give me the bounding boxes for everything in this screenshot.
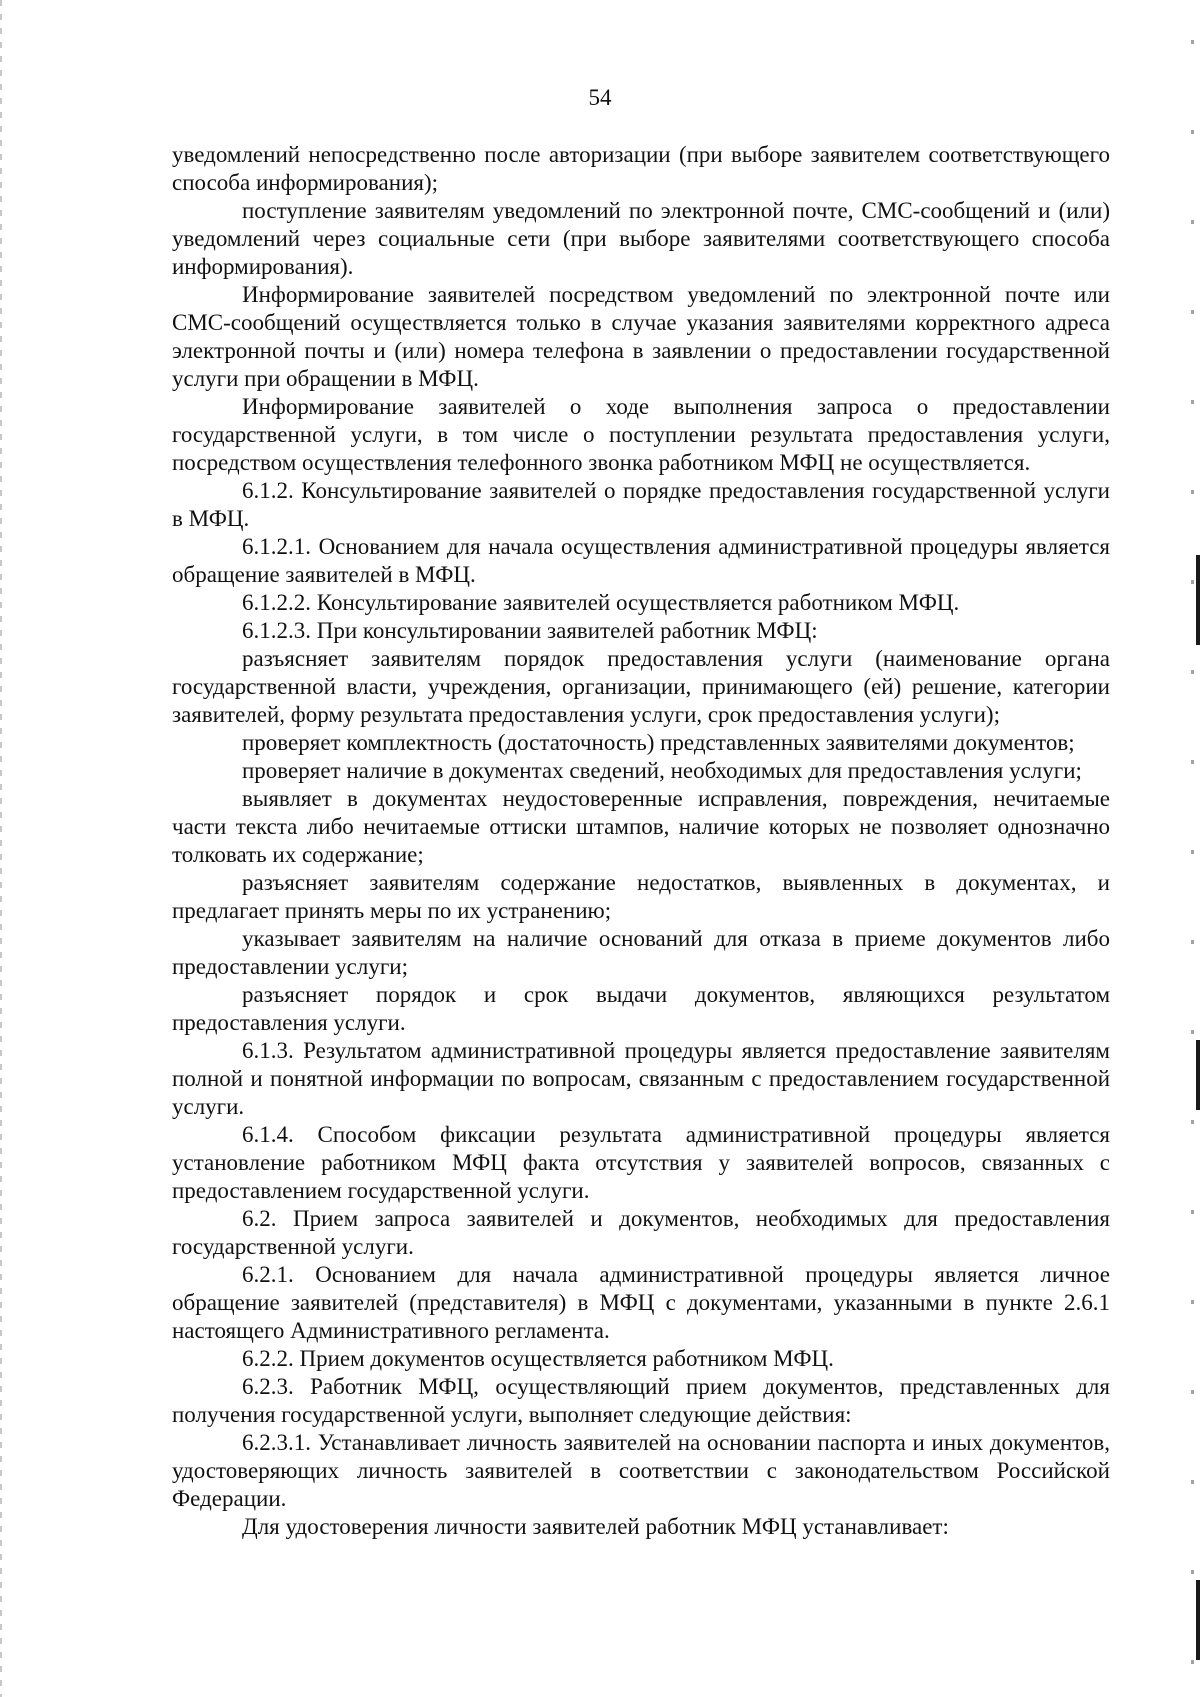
paragraph: 6.1.2.3. При консультировании заявителей работник МФЦ: <box>242 618 818 643</box>
paragraph: 6.2.3.1. Устанавливает личность заявителей на основании паспорта и иных документов, удостоверяющих личность заявителей в соответствии с законодательством Российской Федерации. <box>172 1430 1110 1511</box>
scan-edge-right <box>1191 0 1194 1697</box>
document-body <box>172 141 1110 1541</box>
paragraph: 6.2.2. Прием документов осуществляется работником МФЦ. <box>242 1346 834 1371</box>
scan-edge-left <box>0 0 2 1697</box>
paragraph: Для удостоверения личности заявителей работник МФЦ устанавливает: <box>242 1514 949 1539</box>
paragraph: выявляет в документах неудостоверенные исправления, повреждения, нечитаемые части текста либо нечитаемые оттиски штампов, наличие которых не позволяет однозначно толковать их содержание; <box>172 786 1110 867</box>
paragraph: 6.1.2.2. Консультирование заявителей осуществляется работником МФЦ. <box>242 590 960 615</box>
paragraph: 6.1.2. Консультирование заявителей о порядке предоставления государственной услуги в МФЦ. <box>172 478 1110 531</box>
paragraph: 6.2.3. Работник МФЦ, осуществляющий прием документов, представленных для получения государственной услуги, выполняет следующие действия: <box>172 1374 1110 1427</box>
paragraph: проверяет наличие в документах сведений, необходимых для предоставления услуги; <box>242 758 1082 783</box>
paragraph: Информирование заявителей о ходе выполнения запроса о предоставлении государственной услуги, в том числе о поступлении результата предоставления услуги, посредством осуществления телефонного звонка работником МФЦ не осуществляется. <box>172 394 1110 475</box>
page-number: 54 <box>588 85 612 110</box>
paragraph: поступление заявителям уведомлений по электронной почте, СМС-сообщений и (или) уведомлений через социальные сети (при выборе заявителями соответствующего способа информирования). <box>172 198 1110 279</box>
paragraph: разъясняет заявителям содержание недостатков, выявленных в документах, и предлагает принять меры по их устранению; <box>172 870 1110 923</box>
paragraph: указывает заявителям на наличие оснований для отказа в приеме документов либо предоставлении услуги; <box>172 926 1110 979</box>
scan-edge-mark <box>1196 1040 1200 1110</box>
paragraph: Информирование заявителей посредством уведомлений по электронной почте или СМС-сообщений осуществляется только в случае указания заявителями корректного адреса электронной почты и (или) номера телефона в заявлении о предоставлении государственной услуги при обращении в МФЦ. <box>172 282 1110 391</box>
scan-edge-mark <box>1196 555 1200 645</box>
scan-edge-mark <box>1196 1580 1200 1660</box>
paragraph: проверяет комплектность (достаточность) представленных заявителями документов; <box>242 730 1075 755</box>
paragraph: уведомлений непосредственно после авторизации (при выборе заявителем соответствующего способа информирования); <box>172 142 1110 195</box>
paragraph: 6.1.4. Способом фиксации результата административной процедуры является установление работником МФЦ факта отсутствия у заявителей вопросов, связанных с предоставлением государственной услуги. <box>172 1122 1110 1203</box>
paragraph: 6.2. Прием запроса заявителей и документов, необходимых для предоставления государственной услуги. <box>172 1206 1110 1259</box>
paragraph: 6.1.3. Результатом административной процедуры является предоставление заявителям полной и понятной информации по вопросам, связанным с предоставлением государственной услуги. <box>172 1038 1110 1119</box>
paragraph: 6.2.1. Основанием для начала административной процедуры является личное обращение заявителей (представителя) в МФЦ с документами, указанными в пункте 2.6.1 настоящего Административного регламента. <box>172 1262 1110 1343</box>
paragraph: разъясняет порядок и срок выдачи документов, являющихся результатом предоставления услуги. <box>172 982 1110 1035</box>
paragraph: разъясняет заявителям порядок предоставления услуги (наименование органа государственной власти, учреждения, организации, принимающего (ей) решение, категории заявителей, форму результата предоставления услуги, срок предоставления услуги); <box>172 646 1110 727</box>
paragraph: 6.1.2.1. Основанием для начала осуществления административной процедуры является обращение заявителей в МФЦ. <box>172 534 1110 587</box>
